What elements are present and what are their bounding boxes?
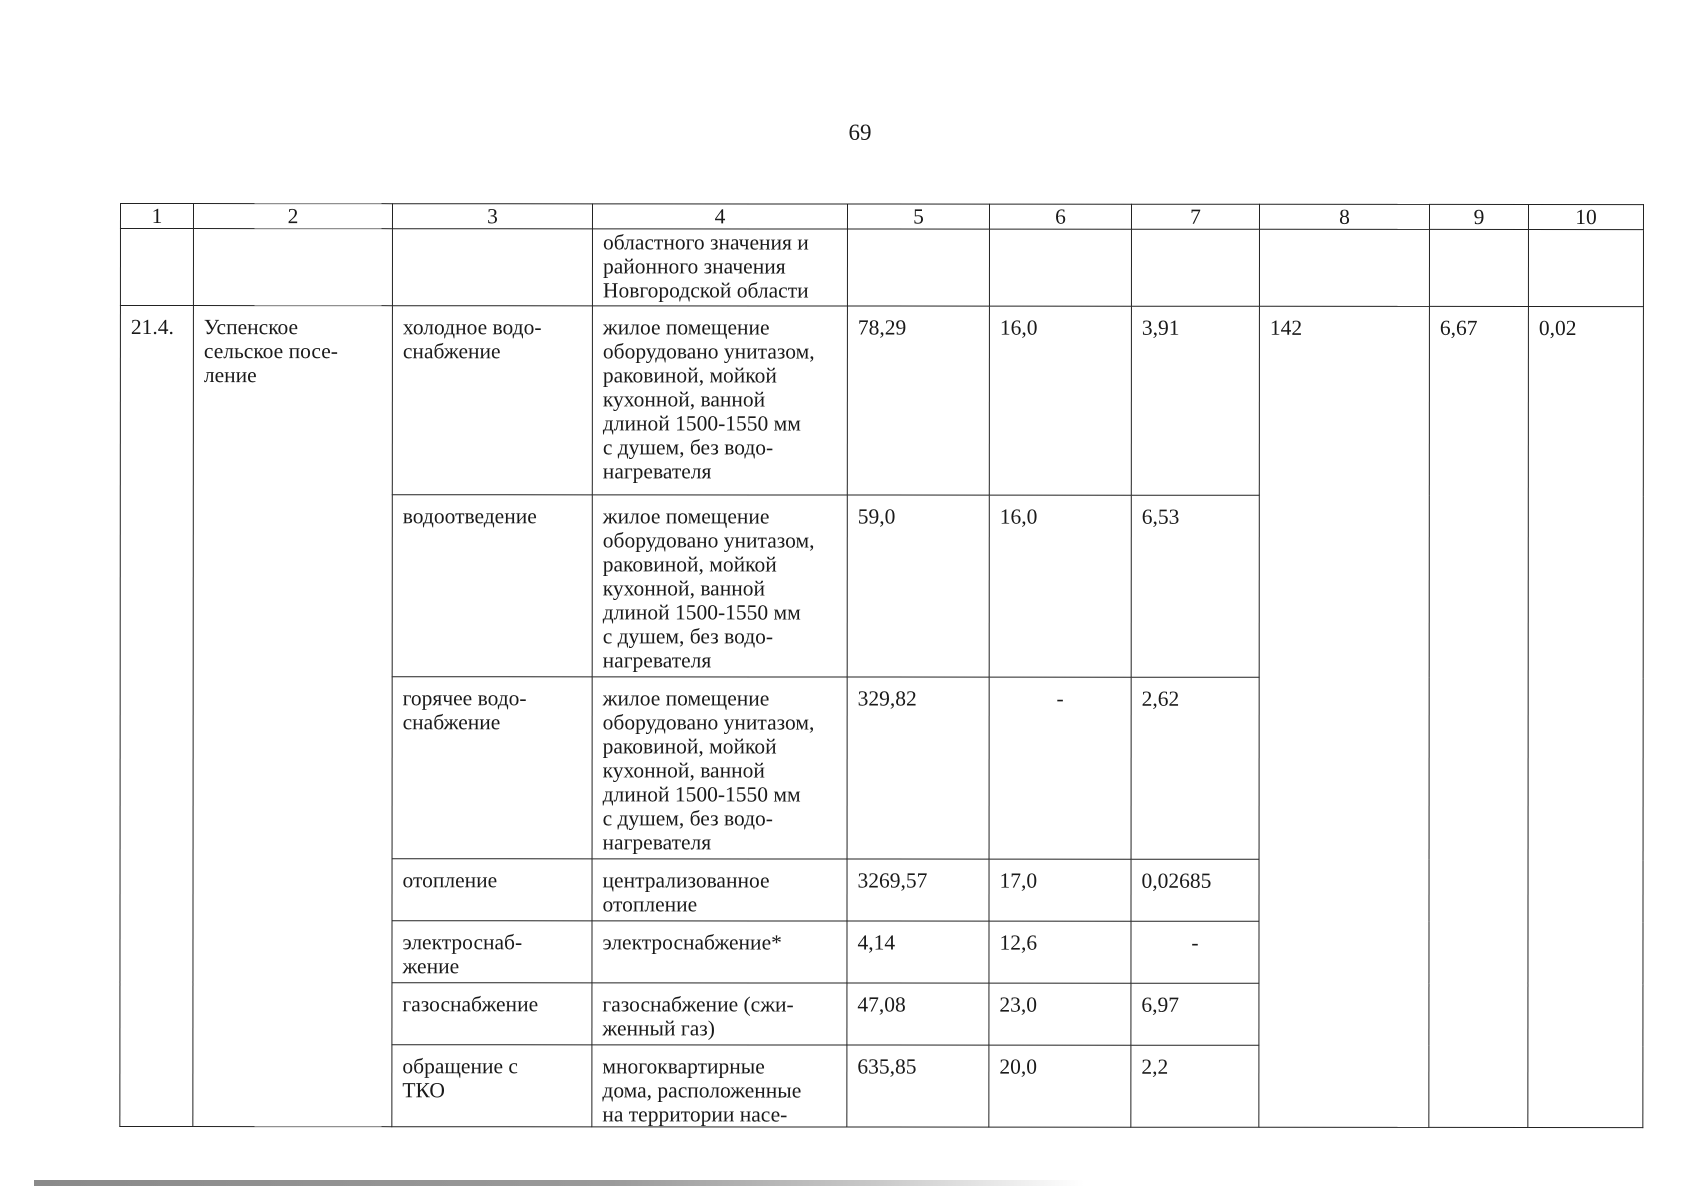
value-col6: 16,0 <box>989 306 1131 495</box>
header-cell: 7 <box>1131 204 1259 229</box>
service-name: отопление <box>392 859 592 921</box>
value-col5: 3269,57 <box>847 859 989 921</box>
settlement-name: Успенское сельское посе- ление <box>193 306 393 1127</box>
header-cell: 1 <box>120 204 193 229</box>
value-col5: 47,08 <box>847 983 989 1045</box>
empty-cell <box>193 229 392 306</box>
service-description: жилое помещение оборудовано унитазом, раковиной, мойкой кухонной, ванной длиной 1500-1550 мм с душем, без водо- нагревателя <box>592 306 847 495</box>
service-description: централизованное отопление <box>592 859 847 921</box>
value-col9: 6,67 <box>1429 306 1529 1127</box>
empty-cell <box>989 229 1131 306</box>
empty-cell <box>1429 229 1528 306</box>
value-col7: 6,97 <box>1131 983 1259 1045</box>
value-col7: - <box>1131 921 1259 983</box>
entry-number: 21.4. <box>120 306 194 1127</box>
value-col6: 23,0 <box>989 983 1131 1045</box>
service-description: многоквартирные дома, расположенные на территории насе- <box>592 1045 847 1127</box>
service-description: жилое помещение оборудовано унитазом, раковиной, мойкой кухонной, ванной длиной 1500-1550 мм с душем, без водо- нагревателя <box>592 495 847 677</box>
page-number: 69 <box>848 120 872 145</box>
value-col7: 2,62 <box>1131 677 1259 859</box>
value-col5: 78,29 <box>847 306 989 495</box>
value-col7: 6,53 <box>1131 495 1259 677</box>
value-col7: 0,02685 <box>1131 859 1259 921</box>
header-cell: 10 <box>1528 204 1643 229</box>
header-cell: 6 <box>989 204 1131 229</box>
service-name: газоснабжение <box>392 983 592 1045</box>
service-description: электроснабжение* <box>592 921 847 983</box>
scan-edge-line <box>34 1180 1084 1186</box>
value-col6: 20,0 <box>989 1045 1131 1127</box>
tariff-table <box>119 203 1644 1128</box>
header-cell: 5 <box>847 204 989 229</box>
service-name: холодное водо- снабжение <box>392 306 592 495</box>
service-name: горячее водо- снабжение <box>392 677 592 859</box>
continuation-description: областного значения и районного значения Новгородской области <box>592 229 847 306</box>
service-description: газоснабжение (сжи- женный газ) <box>592 983 847 1045</box>
service-name: обращение с ТКО <box>392 1045 592 1127</box>
value-col10: 0,02 <box>1528 306 1644 1127</box>
value-col6: 17,0 <box>989 859 1131 921</box>
header-cell: 3 <box>392 204 592 229</box>
header-cell: 8 <box>1259 204 1429 229</box>
header-cell: 2 <box>193 204 392 229</box>
header-cell: 4 <box>592 204 847 229</box>
value-col7: 2,2 <box>1131 1045 1259 1127</box>
empty-cell <box>1131 229 1259 306</box>
value-col6: 12,6 <box>989 921 1131 983</box>
header-row <box>120 204 1643 230</box>
value-col8: 142 <box>1259 306 1430 1127</box>
value-col6: 16,0 <box>989 495 1131 677</box>
service-name: электроснаб- жение <box>392 921 592 983</box>
empty-cell <box>1528 229 1643 306</box>
service-name: водоотведение <box>392 495 592 677</box>
service-description: жилое помещение оборудовано унитазом, раковиной, мойкой кухонной, ванной длиной 1500-1550 мм с душем, без водо- нагревателя <box>592 677 847 859</box>
empty-cell <box>392 229 592 306</box>
table-row <box>120 306 1643 496</box>
value-col6: - <box>989 677 1131 859</box>
continuation-row <box>120 229 1643 307</box>
value-col5: 4,14 <box>847 921 989 983</box>
value-col5: 635,85 <box>847 1045 989 1127</box>
empty-cell <box>1259 229 1429 306</box>
value-col5: 59,0 <box>847 495 989 677</box>
value-col5: 329,82 <box>847 677 989 859</box>
empty-cell <box>120 229 193 306</box>
header-cell: 9 <box>1429 204 1528 229</box>
value-col7: 3,91 <box>1131 306 1259 495</box>
empty-cell <box>847 229 989 306</box>
